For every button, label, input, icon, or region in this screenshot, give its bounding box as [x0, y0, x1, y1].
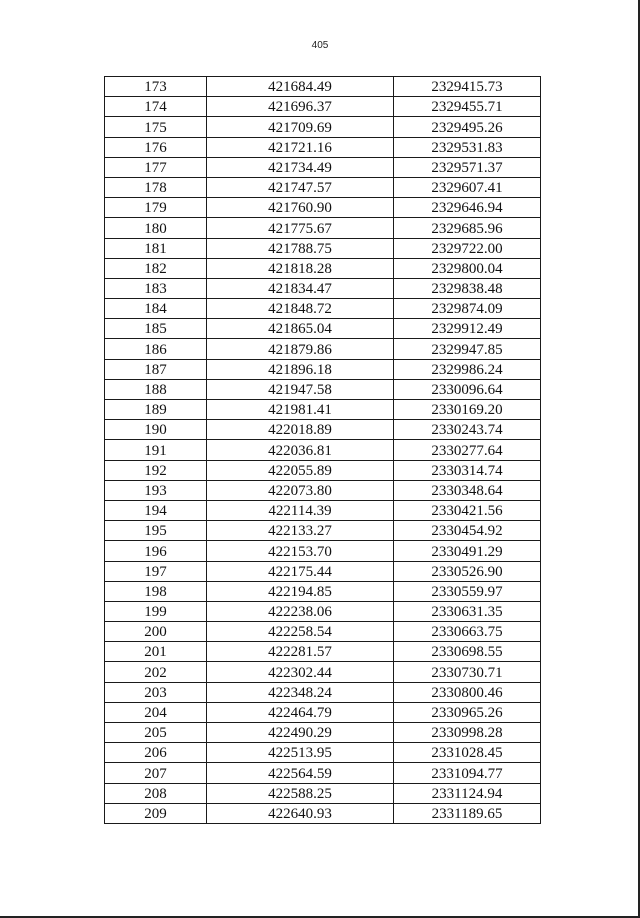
table-row	[105, 198, 541, 218]
table-row	[105, 642, 541, 662]
point-number-cell: 183	[105, 278, 207, 298]
point-number-cell: 182	[105, 258, 207, 278]
point-number-cell: 179	[105, 198, 207, 218]
x-coordinate-cell: 422464.79	[207, 702, 394, 722]
point-number-cell: 201	[105, 642, 207, 662]
table-row	[105, 218, 541, 238]
x-coordinate-cell: 422175.44	[207, 561, 394, 581]
table-row	[105, 319, 541, 339]
point-number-cell: 190	[105, 420, 207, 440]
table-row	[105, 157, 541, 177]
x-coordinate-cell: 421818.28	[207, 258, 394, 278]
x-coordinate-cell: 421684.49	[207, 77, 394, 97]
x-coordinate-cell: 422114.39	[207, 500, 394, 520]
y-coordinate-cell: 2329800.04	[394, 258, 541, 278]
x-coordinate-cell: 421709.69	[207, 117, 394, 137]
x-coordinate-cell: 422194.85	[207, 581, 394, 601]
table-row	[105, 77, 541, 97]
point-number-cell: 178	[105, 177, 207, 197]
y-coordinate-cell: 2329986.24	[394, 359, 541, 379]
point-number-cell: 185	[105, 319, 207, 339]
x-coordinate-cell: 422640.93	[207, 803, 394, 823]
y-coordinate-cell: 2330698.55	[394, 642, 541, 662]
x-coordinate-cell: 421865.04	[207, 319, 394, 339]
x-coordinate-cell: 421696.37	[207, 97, 394, 117]
x-coordinate-cell: 422133.27	[207, 521, 394, 541]
y-coordinate-cell: 2329571.37	[394, 157, 541, 177]
table-row	[105, 803, 541, 823]
point-number-cell: 196	[105, 541, 207, 561]
point-number-cell: 186	[105, 339, 207, 359]
table-row	[105, 541, 541, 561]
y-coordinate-cell: 2330965.26	[394, 702, 541, 722]
table-row	[105, 117, 541, 137]
table-row	[105, 299, 541, 319]
table-row	[105, 682, 541, 702]
x-coordinate-cell: 422073.80	[207, 480, 394, 500]
table-row	[105, 177, 541, 197]
y-coordinate-cell: 2330800.46	[394, 682, 541, 702]
y-coordinate-cell: 2330559.97	[394, 581, 541, 601]
table-row	[105, 339, 541, 359]
x-coordinate-cell: 422348.24	[207, 682, 394, 702]
y-coordinate-cell: 2330314.74	[394, 460, 541, 480]
point-number-cell: 200	[105, 622, 207, 642]
point-number-cell: 191	[105, 440, 207, 460]
y-coordinate-cell: 2330491.29	[394, 541, 541, 561]
table-row	[105, 379, 541, 399]
coordinates-table-body	[105, 77, 541, 824]
y-coordinate-cell: 2330169.20	[394, 400, 541, 420]
point-number-cell: 202	[105, 662, 207, 682]
table-row	[105, 662, 541, 682]
x-coordinate-cell: 421747.57	[207, 177, 394, 197]
table-row	[105, 601, 541, 621]
y-coordinate-cell: 2329874.09	[394, 299, 541, 319]
x-coordinate-cell: 421947.58	[207, 379, 394, 399]
point-number-cell: 206	[105, 743, 207, 763]
y-coordinate-cell: 2330243.74	[394, 420, 541, 440]
point-number-cell: 192	[105, 460, 207, 480]
y-coordinate-cell: 2330730.71	[394, 662, 541, 682]
y-coordinate-cell: 2329947.85	[394, 339, 541, 359]
table-row	[105, 702, 541, 722]
table-row	[105, 400, 541, 420]
x-coordinate-cell: 421775.67	[207, 218, 394, 238]
point-number-cell: 184	[105, 299, 207, 319]
y-coordinate-cell: 2329646.94	[394, 198, 541, 218]
y-coordinate-cell: 2330526.90	[394, 561, 541, 581]
point-number-cell: 187	[105, 359, 207, 379]
point-number-cell: 198	[105, 581, 207, 601]
table-row	[105, 97, 541, 117]
table-row	[105, 521, 541, 541]
table-row	[105, 460, 541, 480]
table-row	[105, 278, 541, 298]
y-coordinate-cell: 2330277.64	[394, 440, 541, 460]
x-coordinate-cell: 422490.29	[207, 723, 394, 743]
point-number-cell: 177	[105, 157, 207, 177]
point-number-cell: 195	[105, 521, 207, 541]
y-coordinate-cell: 2331189.65	[394, 803, 541, 823]
x-coordinate-cell: 422018.89	[207, 420, 394, 440]
y-coordinate-cell: 2329495.26	[394, 117, 541, 137]
point-number-cell: 205	[105, 723, 207, 743]
x-coordinate-cell: 422153.70	[207, 541, 394, 561]
x-coordinate-cell: 421879.86	[207, 339, 394, 359]
x-coordinate-cell: 421721.16	[207, 137, 394, 157]
x-coordinate-cell: 422036.81	[207, 440, 394, 460]
y-coordinate-cell: 2330663.75	[394, 622, 541, 642]
y-coordinate-cell: 2329531.83	[394, 137, 541, 157]
point-number-cell: 204	[105, 702, 207, 722]
point-number-cell: 176	[105, 137, 207, 157]
point-number-cell: 180	[105, 218, 207, 238]
y-coordinate-cell: 2329415.73	[394, 77, 541, 97]
y-coordinate-cell: 2329838.48	[394, 278, 541, 298]
x-coordinate-cell: 422055.89	[207, 460, 394, 480]
table-row	[105, 420, 541, 440]
y-coordinate-cell: 2329722.00	[394, 238, 541, 258]
y-coordinate-cell: 2330096.64	[394, 379, 541, 399]
y-coordinate-cell: 2330454.92	[394, 521, 541, 541]
table-row	[105, 743, 541, 763]
point-number-cell: 174	[105, 97, 207, 117]
x-coordinate-cell: 422302.44	[207, 662, 394, 682]
y-coordinate-cell: 2329912.49	[394, 319, 541, 339]
x-coordinate-cell: 422281.57	[207, 642, 394, 662]
table-row	[105, 561, 541, 581]
point-number-cell: 194	[105, 500, 207, 520]
point-number-cell: 209	[105, 803, 207, 823]
point-number-cell: 199	[105, 601, 207, 621]
table-row	[105, 137, 541, 157]
table-row	[105, 581, 541, 601]
x-coordinate-cell: 421848.72	[207, 299, 394, 319]
x-coordinate-cell: 421896.18	[207, 359, 394, 379]
point-number-cell: 207	[105, 763, 207, 783]
x-coordinate-cell: 421981.41	[207, 400, 394, 420]
y-coordinate-cell: 2331028.45	[394, 743, 541, 763]
y-coordinate-cell: 2331094.77	[394, 763, 541, 783]
point-number-cell: 175	[105, 117, 207, 137]
y-coordinate-cell: 2329685.96	[394, 218, 541, 238]
point-number-cell: 197	[105, 561, 207, 581]
table-row	[105, 763, 541, 783]
table-row	[105, 622, 541, 642]
y-coordinate-cell: 2330998.28	[394, 723, 541, 743]
point-number-cell: 208	[105, 783, 207, 803]
x-coordinate-cell: 422258.54	[207, 622, 394, 642]
x-coordinate-cell: 422513.95	[207, 743, 394, 763]
point-number-cell: 181	[105, 238, 207, 258]
table-row	[105, 480, 541, 500]
coordinates-table	[104, 76, 541, 824]
point-number-cell: 193	[105, 480, 207, 500]
y-coordinate-cell: 2331124.94	[394, 783, 541, 803]
point-number-cell: 189	[105, 400, 207, 420]
table-row	[105, 500, 541, 520]
y-coordinate-cell: 2329455.71	[394, 97, 541, 117]
point-number-cell: 203	[105, 682, 207, 702]
x-coordinate-cell: 421788.75	[207, 238, 394, 258]
table-row	[105, 258, 541, 278]
y-coordinate-cell: 2330421.56	[394, 500, 541, 520]
x-coordinate-cell: 422238.06	[207, 601, 394, 621]
page-number: 405	[311, 40, 329, 51]
table-row	[105, 723, 541, 743]
x-coordinate-cell: 422564.59	[207, 763, 394, 783]
y-coordinate-cell: 2330631.35	[394, 601, 541, 621]
x-coordinate-cell: 422588.25	[207, 783, 394, 803]
y-coordinate-cell: 2330348.64	[394, 480, 541, 500]
x-coordinate-cell: 421760.90	[207, 198, 394, 218]
table-row	[105, 238, 541, 258]
x-coordinate-cell: 421734.49	[207, 157, 394, 177]
table-row	[105, 440, 541, 460]
point-number-cell: 173	[105, 77, 207, 97]
point-number-cell: 188	[105, 379, 207, 399]
table-row	[105, 359, 541, 379]
x-coordinate-cell: 421834.47	[207, 278, 394, 298]
table-row	[105, 783, 541, 803]
y-coordinate-cell: 2329607.41	[394, 177, 541, 197]
